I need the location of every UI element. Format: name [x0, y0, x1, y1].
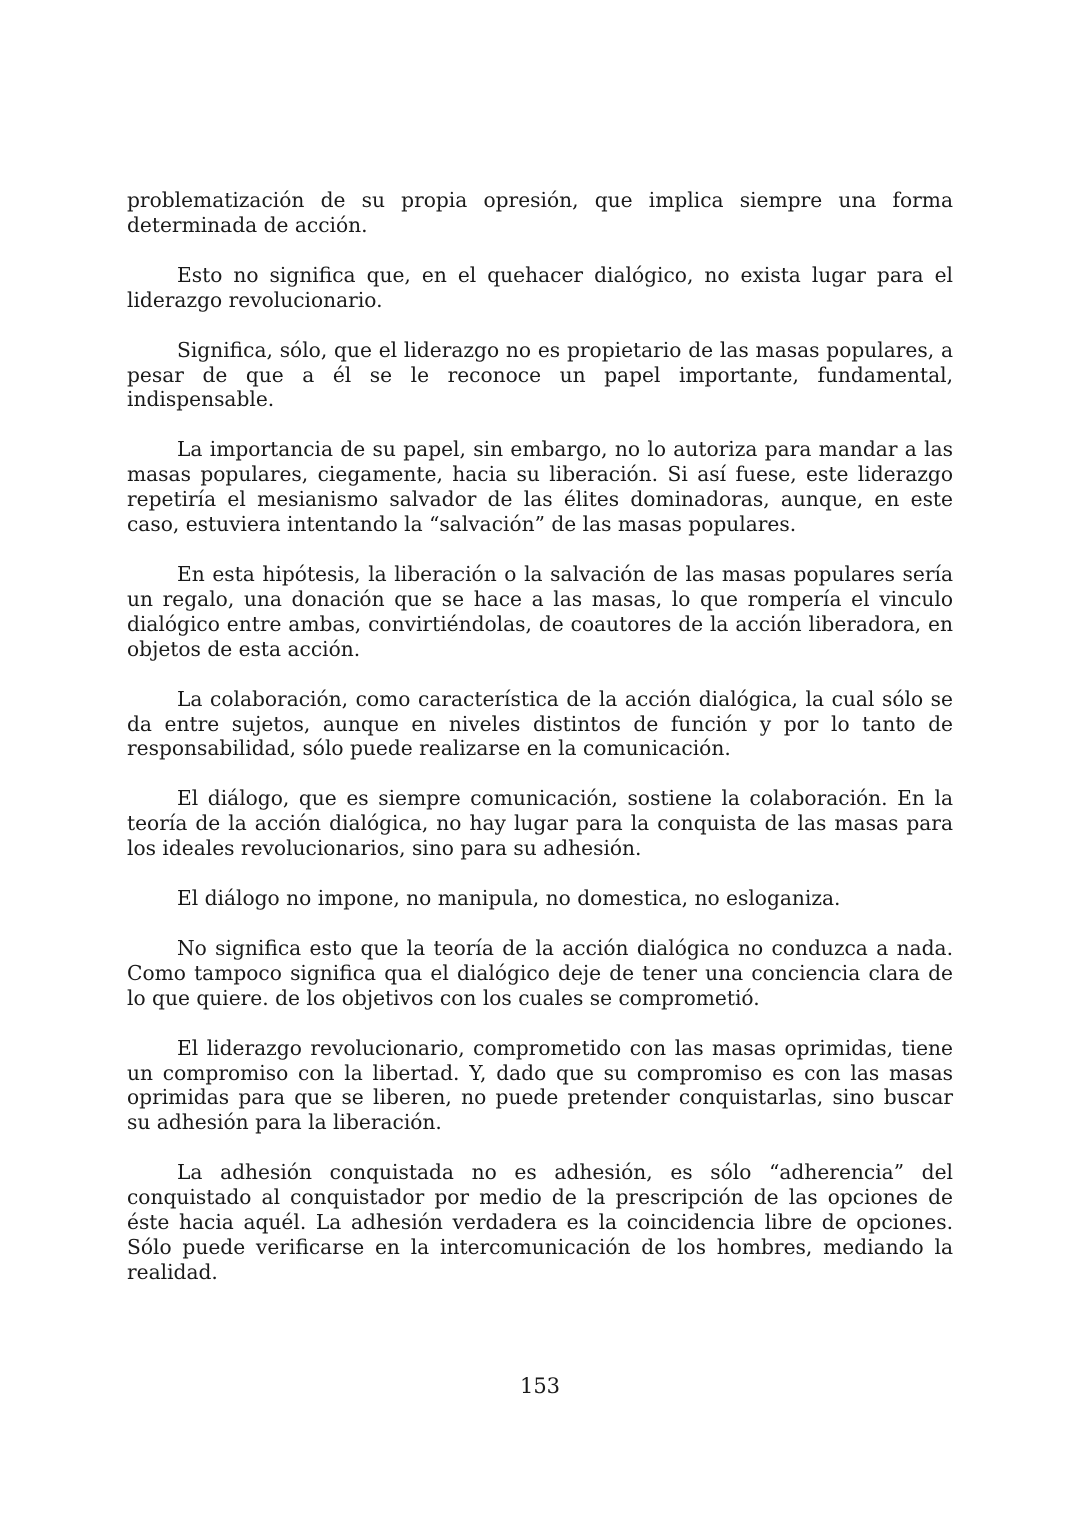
page-body [127, 188, 953, 1310]
paragraph: La adhesión conquistada no es adhesión, es sólo “adherencia” del conquistado al conquistador por medio de la prescripción de las opciones de éste hacia aquél. La adhesión verdadera es la coincidencia libre de opciones. Sólo puede verificarse en la intercomunicación de los hombres, mediando la realidad. [127, 1160, 953, 1284]
paragraph: El diálogo, que es siempre comunicación, sostiene la colaboración. En la teoría de la acción dialógica, no hay lugar para la conquista de las masas para los ideales revolucionarios, sino para su adhesión. [127, 786, 953, 861]
paragraph: La colaboración, como característica de la acción dialógica, la cual sólo se da entre sujetos, aunque en niveles distintos de función y por lo tanto de responsabilidad, sólo puede realizarse en la comunicación. [127, 686, 953, 761]
paragraph: El diálogo no impone, no manipula, no domestica, no esloganiza. [177, 886, 841, 911]
paragraph: En esta hipótesis, la liberación o la salvación de las masas populares sería un regalo, una donación que se hace a las masas, lo que rompería el vinculo dialógico entre ambas, convirtiéndolas, de coautores de la acción liberadora, en objetos de esta acción. [127, 561, 953, 661]
paragraph: Esto no significa que, en el quehacer dialógico, no exista lugar para el liderazgo revolucionario. [127, 262, 953, 312]
paragraph: Significa, sólo, que el liderazgo no es propietario de las masas populares, a pesar de que a él se le reconoce un papel importante, fundamental, indispensable. [127, 337, 953, 412]
paragraph: La importancia de su papel, sin embargo, no lo autoriza para mandar a las masas populares, ciegamente, hacia su liberación. Si así fuese, este liderazgo repetiría el mesianismo salvador de las élites dominadoras, aunque, en este caso, estuviera intentando la “salvación” de las masas populares. [127, 437, 953, 537]
paragraph-continuation: problematización de su propia opresión, que implica siempre una forma determinada de acción. [127, 188, 953, 237]
paragraph: No significa esto que la teoría de la acción dialógica no conduzca a nada. Como tampoco significa qua el dialógico deje de tener una conciencia clara de lo que quiere. de los objetivos con los cuales se comprometió. [127, 935, 953, 1010]
page-number: 153 [519, 1374, 561, 1398]
paragraph: El liderazgo revolucionario, comprometido con las masas oprimidas, tiene un compromiso con la libertad. Y, dado que su compromiso es con las masas oprimidas para que se liberen, no puede pretender conquistarlas, sino buscar su adhesión para la liberación. [127, 1035, 953, 1135]
